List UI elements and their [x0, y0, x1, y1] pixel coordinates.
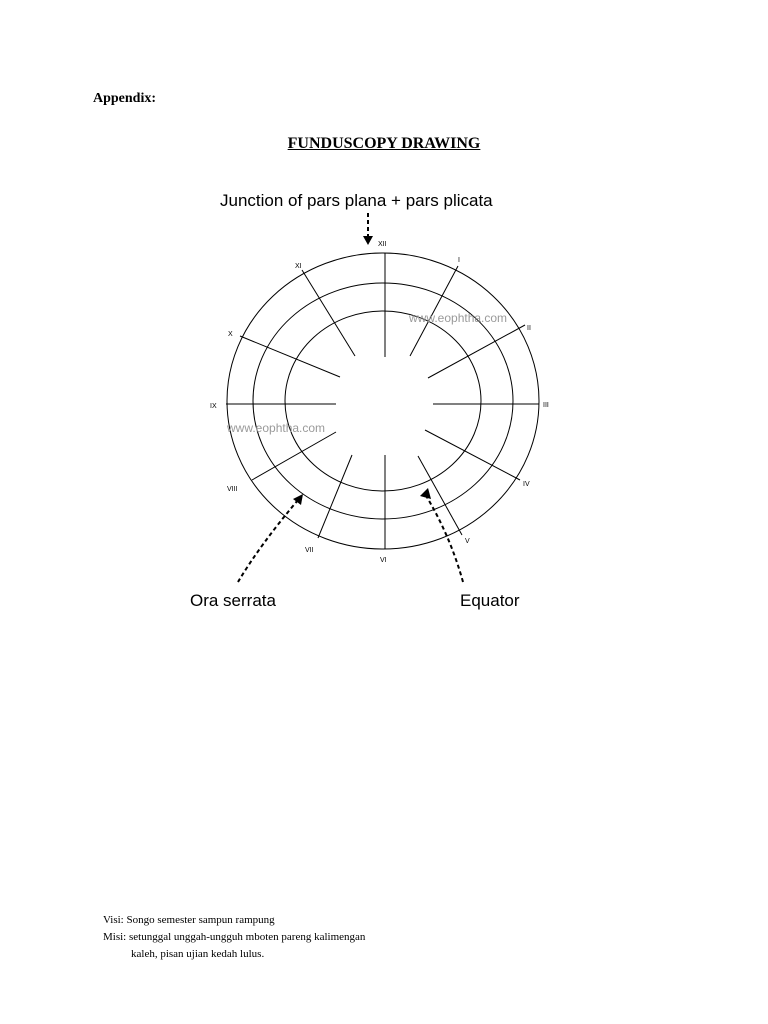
hour-label: X — [228, 331, 233, 338]
line-ii — [428, 325, 525, 378]
hour-label: IX — [210, 403, 217, 410]
clock-lines — [226, 253, 539, 549]
footer — [103, 912, 365, 963]
top-label: Junction of pars plana + pars plicata — [220, 191, 493, 210]
visi-line: Visi: Songo semester sampun rampung — [103, 914, 275, 926]
hour-label: III — [543, 402, 549, 409]
line-vii — [318, 455, 352, 538]
misi-line-continued: kaleh, pisan ujian kedah lulus. — [131, 948, 265, 960]
hour-label: XII — [378, 241, 387, 248]
equator-arrow — [420, 488, 463, 582]
hour-label: II — [527, 325, 531, 332]
hour-label: VI — [380, 557, 387, 564]
ora-serrata-arrow — [238, 494, 303, 582]
line-xi — [302, 270, 355, 356]
appendix-label: Appendix: — [93, 91, 157, 106]
hour-label: V — [465, 538, 470, 545]
hour-label: VII — [305, 547, 314, 554]
equator-label: Equator — [460, 591, 520, 610]
page-title: FUNDUSCOPY DRAWING — [287, 135, 481, 152]
hour-label: IV — [523, 481, 530, 488]
misi-line: Misi: setunggal unggah-ungguh mboten pareng kalimengan — [103, 931, 366, 943]
ora-serrata-label: Ora serrata — [190, 591, 276, 610]
watermark: www.eophtha.com — [409, 311, 508, 325]
hour-label: I — [458, 257, 460, 264]
inner-ring — [285, 311, 481, 491]
hour-label: VIII — [227, 486, 238, 493]
outer-ring — [227, 253, 539, 549]
watermark: www.eophtha.com — [227, 421, 326, 435]
hour-label: XI — [295, 263, 302, 270]
line-x — [240, 336, 340, 377]
top-arrow — [363, 213, 373, 245]
